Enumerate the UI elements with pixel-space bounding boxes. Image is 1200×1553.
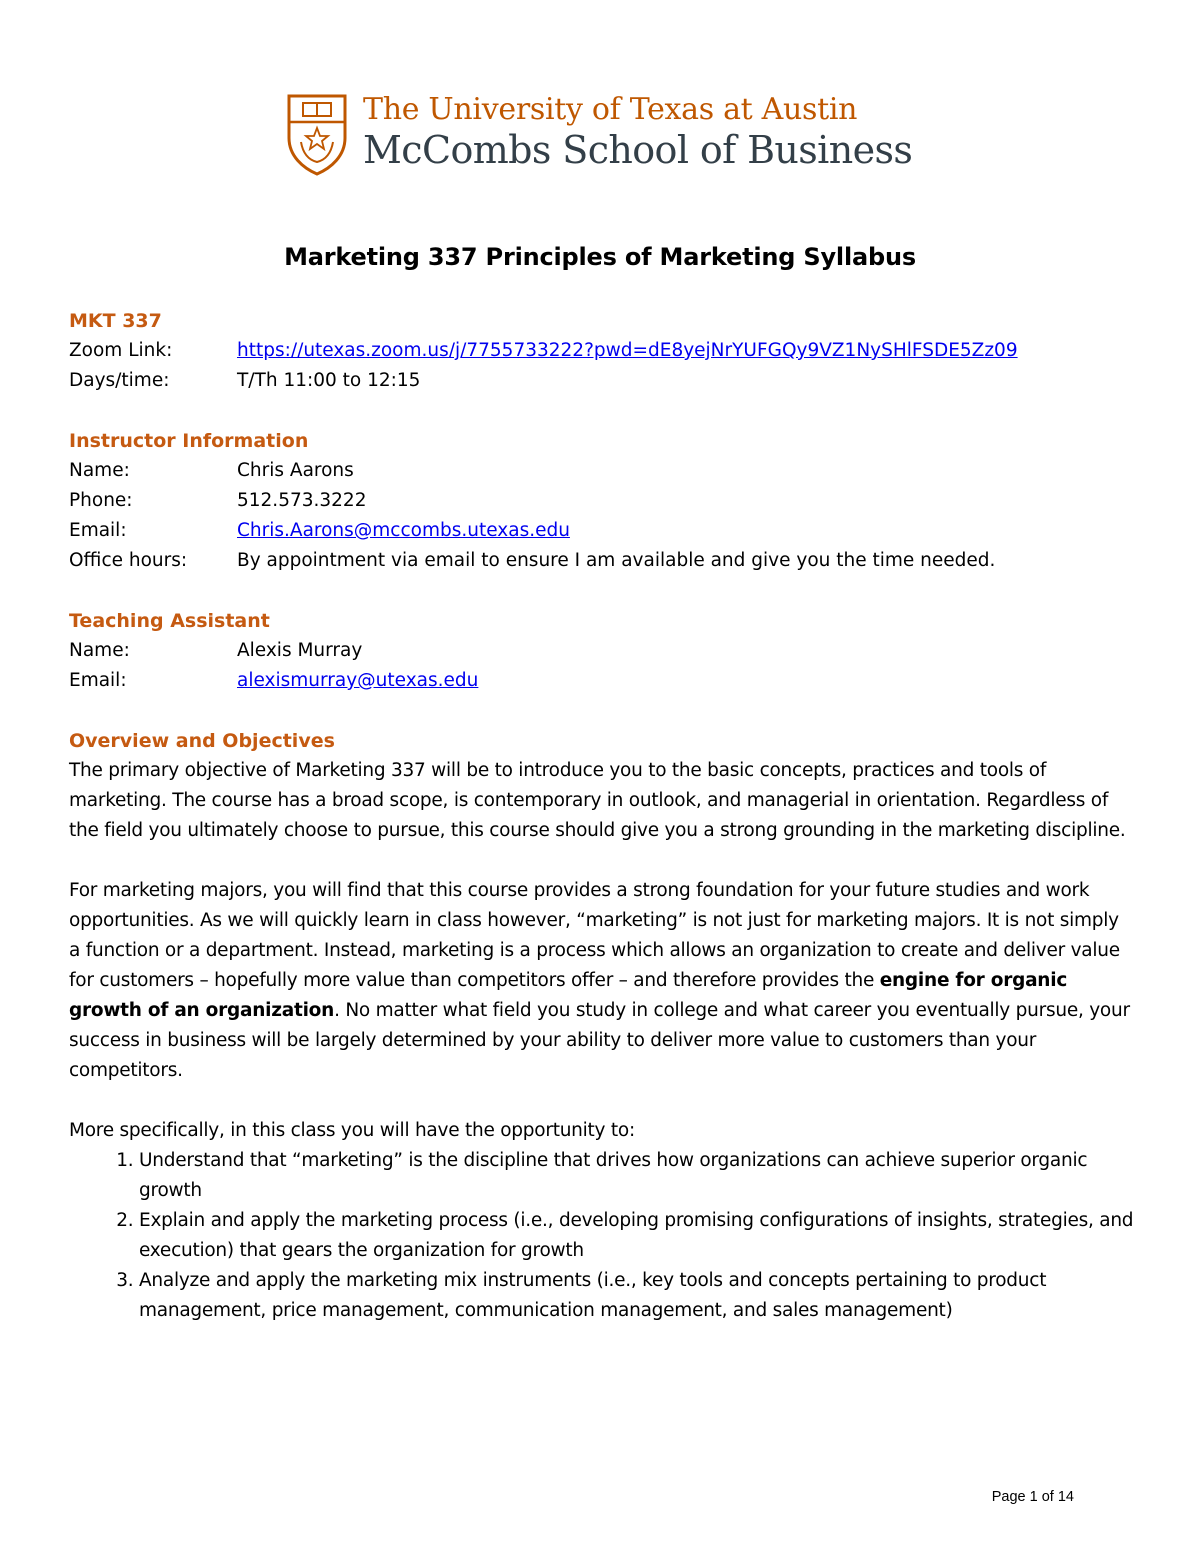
instructor-heading: Instructor Information (69, 430, 309, 452)
overview-heading: Overview and Objectives (69, 730, 335, 752)
office-hours-value: By appointment via email to ensure I am available and give you the time needed. (237, 550, 996, 571)
page-number: Page 1 of 14 (991, 1489, 1074, 1505)
ut-shield-icon (285, 92, 349, 178)
logo-school-name: McCombs School of Business (363, 128, 913, 172)
instructor-email-row (69, 516, 1134, 546)
overview-emphasis: engine for organic growth of an organization (69, 970, 1068, 1021)
overview-paragraph-1: The primary objective of Marketing 337 will be to introduce you to the basic concepts, practices and tools of marketing. The course has a broad scope, is contemporary in outlook, and managerial in orientation. Regardless of the field you ultimately choose to pursue, this course should give you a strong grounding in the marketing discipline. (69, 760, 1126, 841)
instructor-name-row (69, 456, 1134, 486)
ta-name-label: Name: (69, 640, 130, 661)
ta-name-row (69, 636, 1134, 666)
overview-paragraph-2-end: . No matter what field you study in college and what career you eventually pursue, your success in business will be largely determined by your ability to deliver more value to customers than your competitors. (69, 1000, 1130, 1081)
instructor-email-label: Email: (69, 520, 127, 541)
office-hours-label: Office hours: (69, 550, 188, 571)
overview-paragraph-2 (69, 876, 1134, 1086)
document-title: Marketing 337 Principles of Marketing Syllabus (284, 243, 916, 271)
zoom-row (69, 336, 1134, 366)
instructor-phone: 512.573.3222 (237, 490, 367, 511)
instructor-name: Chris Aarons (237, 460, 354, 481)
objectives-intro: More specifically, in this class you will have the opportunity to: (69, 1120, 635, 1141)
document-body (69, 306, 1134, 1326)
course-heading: MKT 337 (69, 310, 162, 332)
ta-name: Alexis Murray (237, 640, 363, 661)
objective-item: 3. Analyze and apply the marketing mix instruments (i.e., key tools and concepts pertaining to product management, price management, communication management, and sales management) (139, 1266, 1134, 1326)
ta-email-row (69, 666, 1134, 696)
instructor-phone-label: Phone: (69, 490, 133, 511)
instructor-name-label: Name: (69, 460, 130, 481)
logo-university-name: The University of Texas at Austin (363, 92, 858, 127)
zoom-label: Zoom Link: (69, 340, 173, 361)
ta-email-label: Email: (69, 670, 127, 691)
objective-item: 1. Understand that “marketing” is the discipline that drives how organizations can achieve superior organic growth (139, 1146, 1134, 1206)
days-label: Days/time: (69, 370, 170, 391)
office-hours-row (69, 546, 1134, 576)
instructor-email-link[interactable]: Chris.Aarons@mccombs.utexas.edu (237, 520, 570, 541)
ta-heading: Teaching Assistant (69, 610, 270, 632)
instructor-phone-row (69, 486, 1134, 516)
days-row (69, 366, 1134, 396)
days-value: T/Th 11:00 to 12:15 (237, 370, 421, 391)
mccombs-logo (285, 92, 925, 182)
ta-email-link[interactable]: alexismurray@utexas.edu (237, 670, 479, 691)
objectives-list (69, 1146, 1134, 1326)
objective-item: 2. Explain and apply the marketing process (i.e., developing promising configurations of insights, strategies, and execution) that gears the organization for growth (139, 1206, 1134, 1266)
overview-paragraph-2-start: For marketing majors, you will find that this course provides a strong foundation for your future studies and work opportunities. As we will quickly learn in class however, “marketing” is not just for marketing majors. It is not simply a function or a department. Instead, marketing is a process which allows an organization to create and deliver value for customers – hopefully more value than competitors offer – and therefore provides the (69, 880, 1120, 991)
zoom-link[interactable]: https://utexas.zoom.us/j/7755733222?pwd=dE8yejNrYUFGQy9VZ1NySHlFSDE5Zz09 (237, 340, 1018, 361)
